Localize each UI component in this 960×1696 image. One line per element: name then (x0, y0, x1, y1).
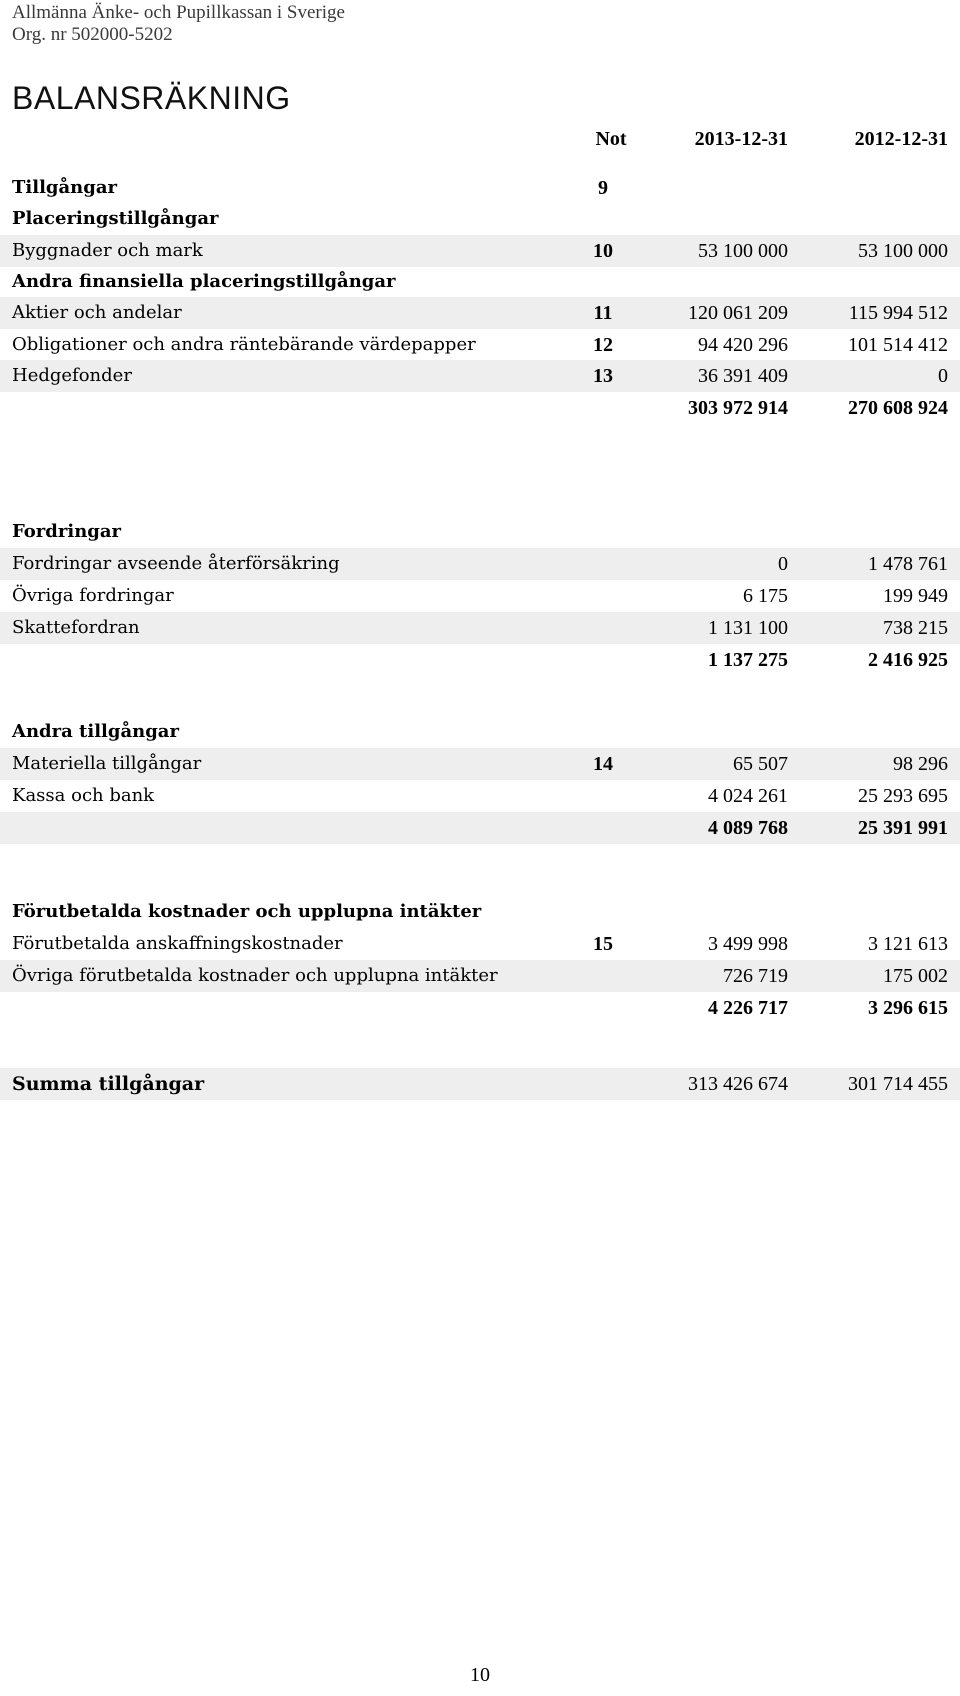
row-label: Aktier och andelar (12, 302, 182, 323)
table-row (0, 266, 960, 298)
row-value-2012: 25 293 695 (858, 785, 948, 807)
row-value-2012: 2 416 925 (868, 649, 948, 671)
table-row (0, 748, 960, 780)
row-note: 15 (593, 933, 613, 955)
row-label: Obligationer och andra räntebärande värdepapper (12, 334, 476, 355)
table-row (0, 780, 960, 812)
row-value-2013: 726 719 (723, 965, 788, 987)
row-label: Hedgefonder (12, 365, 132, 386)
row-value-2012: 53 100 000 (858, 240, 948, 262)
row-label: Övriga fordringar (12, 585, 174, 606)
row-value-2012: 1 478 761 (868, 553, 948, 575)
table-row (0, 716, 960, 748)
table-row (0, 580, 960, 612)
column-header-note: Not (595, 128, 627, 150)
row-label: Byggnader och mark (12, 240, 203, 261)
column-header-2013: 2013-12-31 (694, 128, 788, 150)
row-label: Övriga förutbetalda kostnader och upplupna intäkter (12, 965, 498, 986)
document-header (12, 2, 345, 46)
table-row (0, 992, 960, 1024)
page-number: 10 (470, 1664, 490, 1686)
row-label: Förutbetalda kostnader och upplupna intäkter (12, 901, 482, 922)
row-value-2012: 270 608 924 (848, 397, 948, 419)
table-row (0, 1068, 960, 1100)
row-note: 10 (593, 240, 613, 262)
page-title: BALANSRÄKNING (12, 80, 291, 116)
row-note: 13 (593, 365, 613, 387)
row-value-2012: 3 296 615 (868, 997, 948, 1019)
row-value-2013: 1 131 100 (708, 617, 788, 639)
table-row (0, 360, 960, 392)
row-label: Summa tillgångar (12, 1073, 205, 1095)
row-value-2012: 101 514 412 (848, 334, 948, 356)
row-value-2013: 313 426 674 (688, 1073, 788, 1095)
row-value-2013: 36 391 409 (698, 365, 788, 387)
table-row (0, 203, 960, 235)
row-value-2013: 3 499 998 (708, 933, 788, 955)
row-value-2013: 4 089 768 (708, 817, 788, 839)
table-row (0, 392, 960, 424)
table-row (0, 235, 960, 267)
row-note: 11 (593, 302, 613, 324)
row-value-2013: 1 137 275 (708, 649, 788, 671)
row-label: Materiella tillgångar (12, 753, 202, 774)
row-value-2013: 94 420 296 (698, 334, 788, 356)
org-number: Org. nr 502000-5202 (12, 24, 173, 45)
row-value-2012: 301 714 455 (848, 1073, 948, 1095)
row-value-2013: 4 226 717 (708, 997, 788, 1019)
row-value-2013: 0 (778, 553, 788, 575)
row-value-2013: 303 972 914 (688, 397, 788, 419)
table-row (0, 172, 960, 204)
row-label: Förutbetalda anskaffningskostnader (12, 933, 343, 954)
row-note: 12 (593, 334, 613, 356)
row-value-2012: 98 296 (893, 753, 948, 775)
row-label: Andra tillgångar (12, 721, 179, 742)
row-value-2012: 0 (938, 365, 948, 387)
table-row (0, 644, 960, 676)
row-label: Placeringstillgångar (12, 208, 219, 229)
row-label: Andra finansiella placeringstillgångar (12, 271, 396, 292)
table-row (0, 812, 960, 844)
row-value-2013: 65 507 (733, 753, 788, 775)
row-label: Kassa och bank (12, 785, 155, 806)
row-label: Fordringar avseende återförsäkring (12, 553, 340, 574)
column-header-2012: 2012-12-31 (854, 128, 948, 150)
table-row (0, 329, 960, 361)
row-note: 14 (593, 753, 613, 775)
org-name: Allmänna Änke- och Pupillkassan i Sverige (12, 2, 345, 23)
row-label: Tillgångar (12, 177, 117, 198)
row-value-2012: 25 391 991 (858, 817, 948, 839)
row-label: Skattefordran (12, 617, 140, 638)
row-label: Fordringar (12, 521, 122, 542)
table-row (0, 896, 960, 928)
row-value-2012: 115 994 512 (848, 302, 948, 324)
row-value-2012: 3 121 613 (868, 933, 948, 955)
row-value-2012: 738 215 (883, 617, 948, 639)
row-value-2013: 6 175 (743, 585, 788, 607)
table-row (0, 612, 960, 644)
row-note: 9 (598, 177, 608, 199)
table-row (0, 297, 960, 329)
table-row (0, 928, 960, 960)
row-value-2013: 120 061 209 (688, 302, 788, 324)
row-value-2012: 199 949 (883, 585, 948, 607)
table-row (0, 548, 960, 580)
row-value-2013: 4 024 261 (708, 785, 788, 807)
row-value-2012: 175 002 (883, 965, 948, 987)
table-row (0, 516, 960, 548)
table-row (0, 960, 960, 992)
row-value-2013: 53 100 000 (698, 240, 788, 262)
